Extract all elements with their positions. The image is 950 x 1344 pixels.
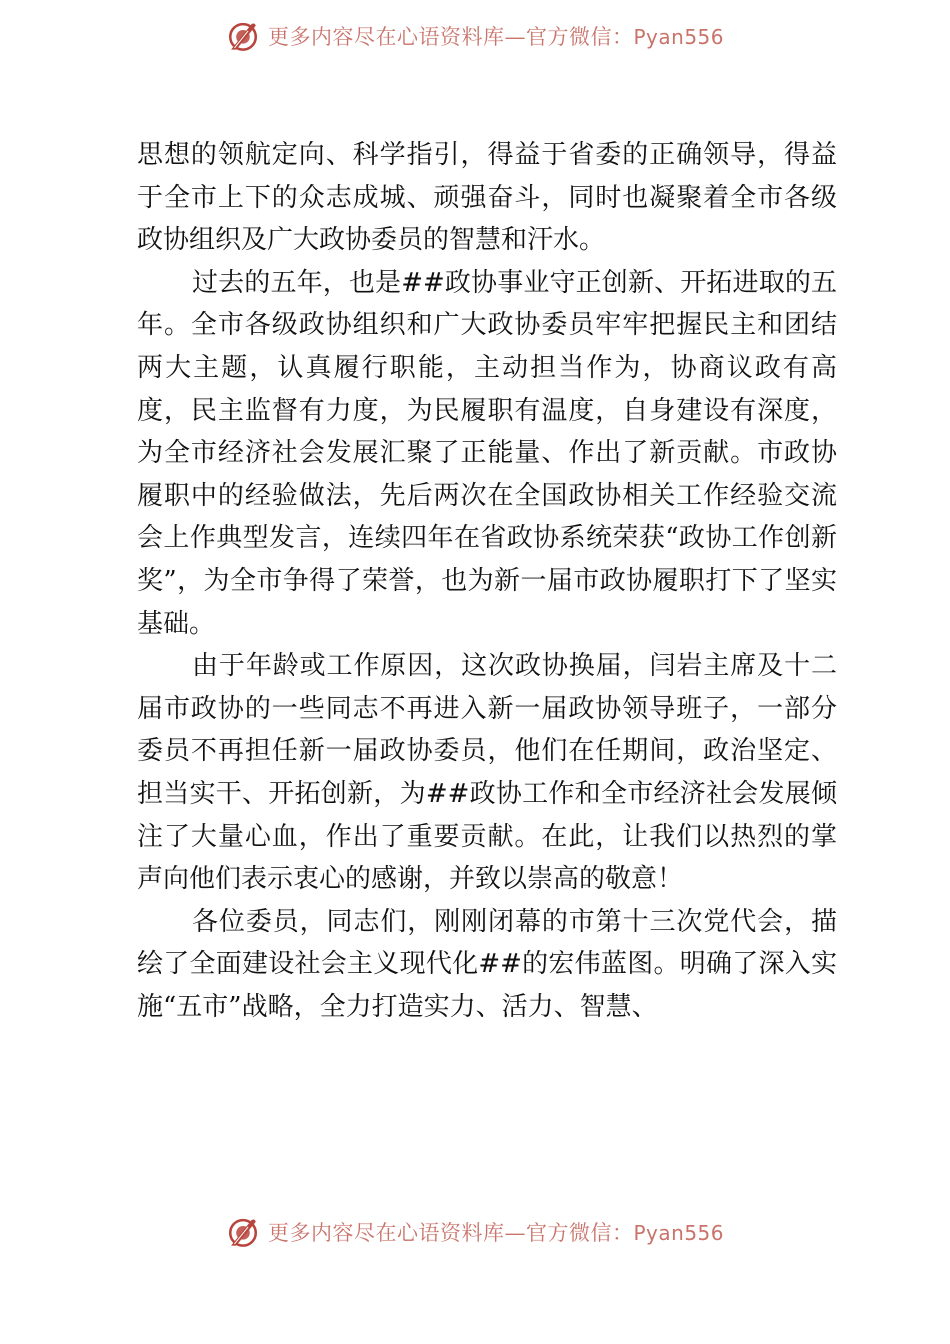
paragraph-4: 各位委员，同志们，刚刚闭幕的市第十三次党代会，描绘了全面建设社会主义现代化##的宏伟蓝图。明确了深入实施“五市”战略，全力打造实力、活力、智慧、: [137, 906, 837, 1022]
footer-banner: [0, 1210, 950, 1254]
paragraph-1: 思想的领航定向、科学指引，得益于省委的正确领导，得益于全市上下的众志成城、顽强奋斗，同时也凝聚着全市各级政协组织及广大政协委员的智慧和汗水。: [137, 140, 837, 256]
quill-pen-logo-icon: [226, 19, 260, 53]
paragraph-3: 由于年龄或工作原因，这次政协换届，闫岩主席及十二届市政协的一些同志不再进入新一届政协领导班子，一部分委员不再担任新一届政协委员，他们在任期间，政治坚定、担当实干、开拓创新，为##政协工作和全市经济社会发展倾注了大量心血，作出了重要贡献。在此，让我们以热烈的掌声向他们表示衷心的感谢，并致以崇高的敬意！: [137, 651, 837, 895]
quill-pen-logo-icon: [226, 1215, 260, 1249]
document-body: [137, 134, 837, 1028]
header-wechat-id: Pyan556: [633, 25, 724, 49]
paragraph-2: 过去的五年，也是##政协事业守正创新、开拓进取的五年。全市各级政协组织和广大政协委员牢牢把握民主和团结两大主题，认真履行职能，主动担当作为，协商议政有高度，民主监督有力度，为民履职有温度，自身建设有深度，为全市经济社会发展汇聚了正能量、作出了新贡献。市政协履职中的经验做法，先后两次在全国政协相关工作经验交流会上作典型发言，连续四年在省政协系统荣获“政协工作创新奖”，为全市争得了荣誉，也为新一届市政协履职打下了坚实基础。: [137, 267, 837, 639]
header-banner-text: 更多内容尽在心语资料库—官方微信：Pyan556: [267, 25, 724, 49]
footer-wechat-id: Pyan556: [633, 1221, 724, 1245]
footer-banner-text: 更多内容尽在心语资料库—官方微信：Pyan556: [267, 1221, 724, 1245]
header-banner: [0, 14, 950, 58]
